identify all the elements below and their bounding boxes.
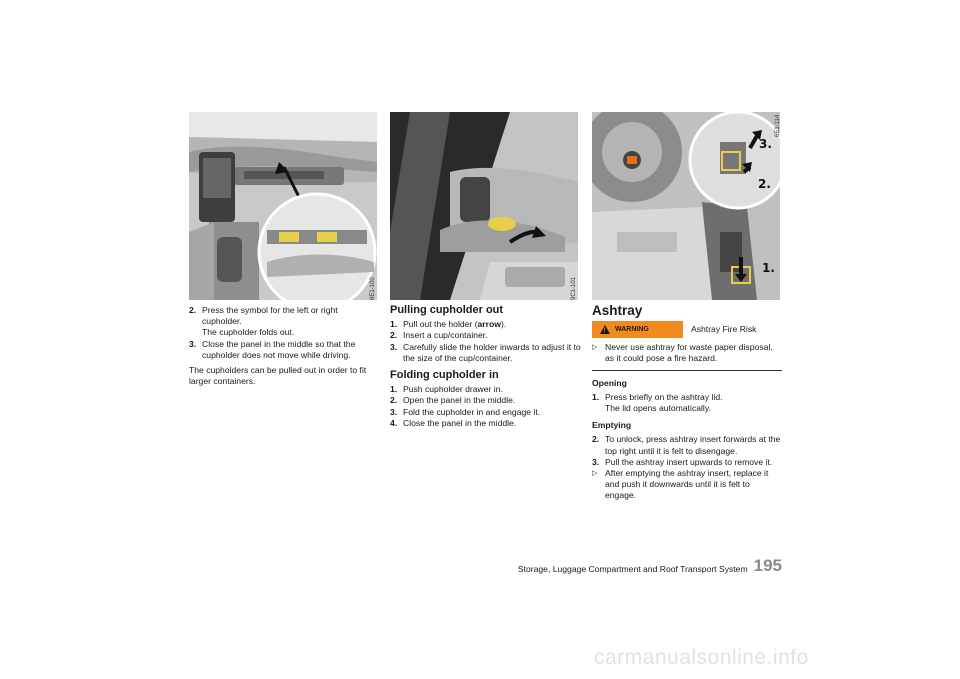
column-cupholder-instructions bbox=[390, 305, 582, 429]
fold-step-1: 1. Push cupholder drawer in. bbox=[390, 384, 503, 395]
heading-folding-cupholder-in: Folding cupholder in bbox=[390, 369, 499, 382]
column-cupholder-steps bbox=[189, 305, 379, 387]
ashtray-figure bbox=[592, 112, 780, 300]
warning-divider bbox=[592, 370, 782, 371]
heading-pulling-cupholder-out: Pulling cupholder out bbox=[390, 304, 504, 316]
heading-opening: Opening bbox=[592, 377, 627, 388]
pull-step-2: 2. Insert a cup/container. bbox=[390, 330, 488, 341]
callout-1: 1. bbox=[762, 261, 775, 275]
warning-badge: ! WARNING bbox=[592, 321, 683, 338]
fold-step-3: 3. Fold the cupholder in and engage it. bbox=[390, 406, 541, 417]
fold-step-2: 2. Open the panel in the middle. bbox=[390, 395, 516, 406]
step-2: 2. Press the symbol for the left or right cupholder. bbox=[189, 305, 338, 327]
cupholder-arrow-figure bbox=[189, 112, 377, 300]
step-3: 3. Close the panel in the middle so that the cupholder does not move while driving. bbox=[189, 338, 356, 360]
figure-cupholder-dashboard bbox=[189, 112, 377, 300]
warning-title: Ashtray Fire Risk bbox=[691, 324, 757, 335]
column-ashtray bbox=[592, 305, 782, 502]
page-footer bbox=[510, 557, 782, 574]
figure-number-3: 6E1-114 bbox=[775, 114, 781, 137]
warning-bullet: ▷ Never use ashtray for waste paper disposal, as it could pose a fire hazard. bbox=[592, 342, 773, 364]
figure-number-2: 9C1-101 bbox=[571, 276, 577, 300]
warning-row bbox=[592, 321, 782, 338]
figure-ashtray bbox=[592, 112, 780, 300]
watermark: carmanualsonline.info bbox=[594, 646, 809, 669]
pull-step-1: 1. Pull out the holder (arrow). bbox=[390, 319, 507, 330]
opening-step-1: 1. Press briefly on the ashtray lid. bbox=[592, 391, 723, 402]
heading-ashtray: Ashtray bbox=[592, 303, 643, 318]
callout-2: 2. bbox=[758, 177, 771, 191]
emptying-step-2: 2. To unlock, press ashtray insert forwards at the top right until it is felt to disengage. bbox=[592, 434, 781, 456]
figure-cupholder-pullout bbox=[390, 112, 578, 300]
warning-triangle-icon bbox=[600, 325, 610, 334]
figure-number-1: 6E1-100 bbox=[370, 277, 376, 300]
opening-step-1-result: The lid opens automatically. bbox=[605, 403, 711, 414]
page-number: 195 bbox=[753, 556, 782, 575]
heading-emptying: Emptying bbox=[592, 420, 632, 431]
cupholder-note: The cupholders can be pulled out in order to fit larger containers. bbox=[189, 365, 367, 387]
emptying-bullet: ▷ After emptying the ashtray insert, replace it and push it downwards until it is felt to engage. bbox=[592, 468, 769, 501]
fold-step-4: 4. Close the panel in the middle. bbox=[390, 417, 517, 428]
triangle-bullet-icon: ▷ bbox=[592, 470, 598, 478]
step-2-result: The cupholder folds out. bbox=[202, 327, 295, 338]
emptying-step-3: 3. Pull the ashtray insert upwards to remove it. bbox=[592, 456, 773, 467]
callout-3: 3. bbox=[759, 137, 772, 151]
pull-step-3: 3. Carefully slide the holder inwards to adjust it to the size of the cup/container. bbox=[390, 341, 581, 363]
footer-section-title: Storage, Luggage Compartment and Roof Transport System bbox=[517, 564, 748, 574]
cupholder-pullout-figure bbox=[390, 112, 578, 300]
triangle-bullet-icon: ▷ bbox=[592, 344, 598, 352]
